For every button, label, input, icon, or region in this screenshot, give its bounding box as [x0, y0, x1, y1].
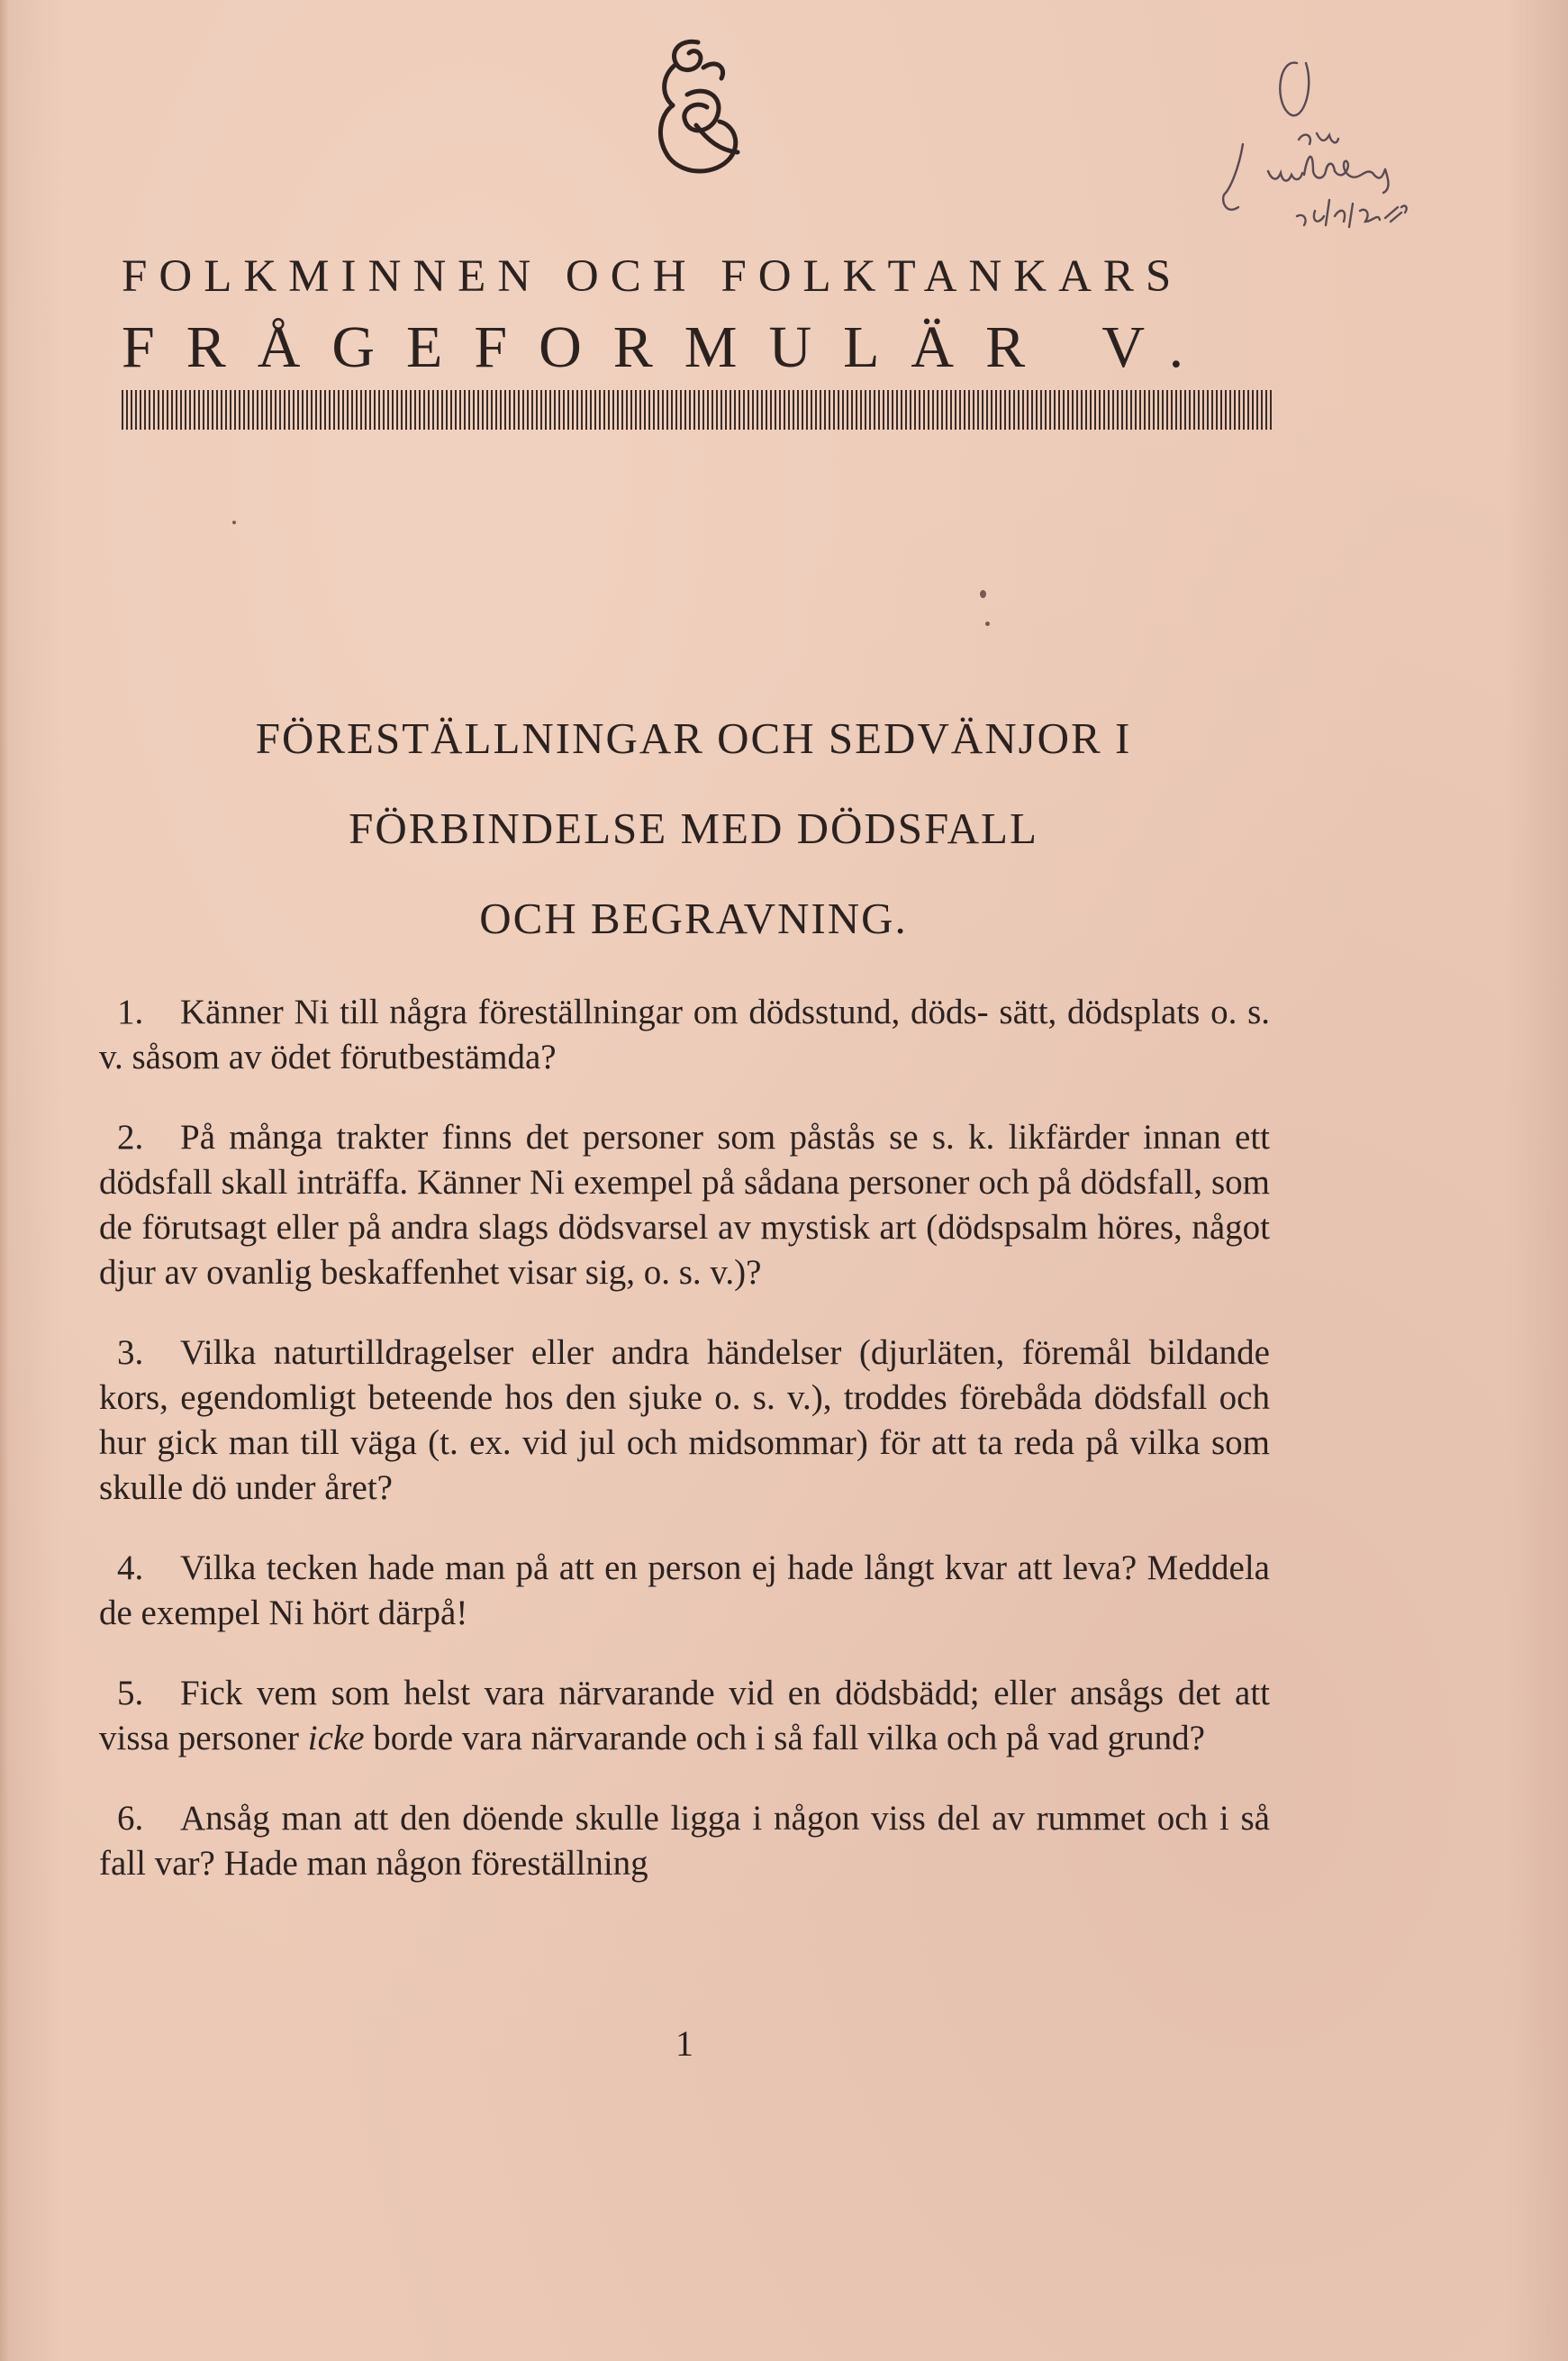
decorative-rule: [122, 390, 1273, 430]
question-5: [99, 1671, 1270, 1761]
question-text: Känner Ni till några föreställningar om dödsstund, döds- sätt, dödsplats o. s. v. såsom av ödet förutbestämda?: [99, 993, 1270, 1076]
question-text-emphasis: icke: [307, 1719, 365, 1757]
question-number: 1.: [117, 993, 144, 1031]
question-list: [99, 955, 1270, 1915]
ink-speck: [232, 521, 236, 524]
question-number: 4.: [117, 1548, 144, 1587]
question-text-before: Fick vem som helst vara närvarande vid en dödsbädd; eller ansågs det att vissa personer: [99, 1674, 1270, 1757]
question-text: Vilka naturtilldragelser eller andra händelser (djurläten, föremål bildande kors, egendomligt beteende hos den sjuke o. s. v.), troddes förebåda dödsfall och hur gick man till väga (t. ex. vid jul och midsommar) för att ta reda på vilka som skulle dö under året?: [99, 1333, 1270, 1507]
question-number: 6.: [117, 1799, 144, 1838]
heading-line-1: FÖRESTÄLLNINGAR OCH SEDVÄNJOR I: [255, 713, 1132, 763]
question-text: Ansåg man att den döende skulle ligga i någon viss del av rummet och i så fall var? Hade man någon föreställning: [99, 1799, 1270, 1883]
document-heading: [135, 694, 1252, 964]
ink-speck: [985, 622, 990, 626]
question-number: 2.: [117, 1118, 144, 1157]
question-number: 5.: [117, 1674, 144, 1712]
paper-edge: [0, 0, 9, 2361]
question-4: [99, 1546, 1270, 1636]
question-2: [99, 1115, 1270, 1295]
question-3: [99, 1330, 1270, 1511]
page-number: 1: [675, 2023, 693, 2064]
monogram-logo-icon: [644, 32, 752, 194]
ink-speck: [980, 590, 986, 598]
question-text-after: borde vara närvarande och i så fall vilka och på vad grund?: [364, 1719, 1205, 1757]
form-title: FRÅGEFORMULÄR V.: [122, 314, 1216, 380]
heading-line-3: OCH BEGRAVNING.: [479, 894, 908, 943]
handwritten-signature-icon: [1189, 45, 1441, 252]
question-number: 3.: [117, 1333, 144, 1372]
heading-line-2: FÖRBINDELSE MED DÖDSFALL: [349, 804, 1038, 853]
question-1: [99, 990, 1270, 1080]
question-text: Vilka tecken hade man på att en person ej hade långt kvar att leva? Meddela de exempel Ni hört därpå!: [99, 1548, 1270, 1632]
series-title: FOLKMINNEN OCH FOLKTANKARS: [122, 251, 1183, 302]
question-text: På många trakter finns det personer som påstås se s. k. likfärder innan ett dödsfall skall inträffa. Känner Ni exempel på sådana personer och på dödsfall, som de förutsagt eller på andra slags dödsvarsel av mystisk art (dödspsalm höres, något djur av ovanlig beskaffenhet visar sig, o. s. v.)?: [99, 1118, 1270, 1292]
question-6: [99, 1796, 1270, 1886]
